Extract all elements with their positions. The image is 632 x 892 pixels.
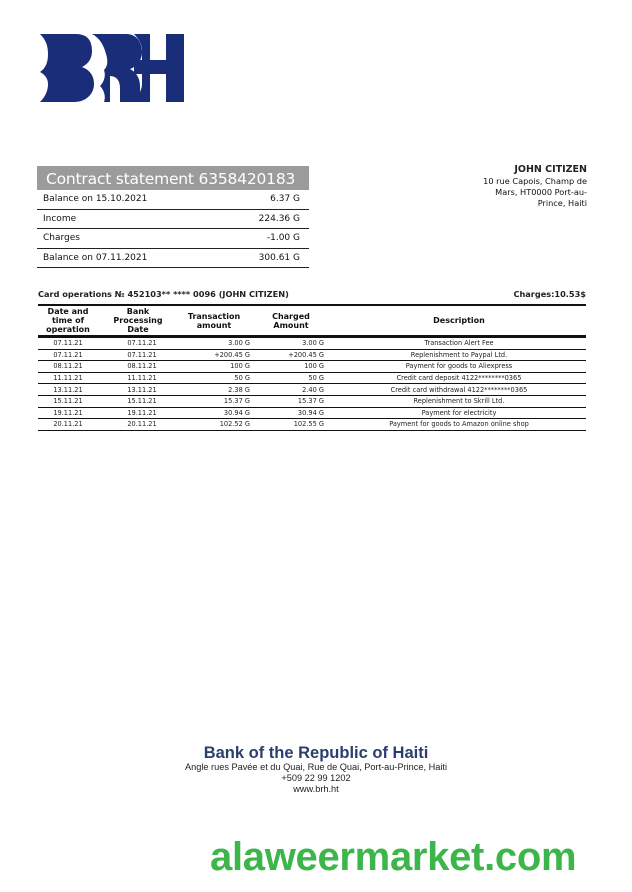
cell-date: 15.11.21 (38, 395, 98, 407)
cell-description: Payment for electricity (332, 407, 586, 419)
cell-date: 08.11.21 (38, 361, 98, 373)
summary-value: 300.61 G (258, 252, 300, 263)
header-text: amount (196, 320, 232, 330)
header-text: operation (46, 325, 90, 334)
summary-row-charges (37, 229, 309, 249)
cell-date: 13.11.21 (38, 384, 98, 396)
header-transaction-amount (178, 305, 250, 337)
bank-phone: +509 22 99 1202 (281, 773, 351, 783)
table-row (38, 361, 586, 373)
summary-label: Balance on 15.10.2021 (43, 194, 148, 204)
cell-transaction-amount: 100 G (178, 361, 250, 373)
cell-transaction-amount: 2.38 G (178, 384, 250, 396)
cell-processing-date: 07.11.21 (98, 337, 178, 350)
table-row (38, 419, 586, 431)
cell-transaction-amount: +200.45 G (178, 349, 250, 361)
cell-date: 19.11.21 (38, 407, 98, 419)
table-row (38, 372, 586, 384)
cell-charged-amount: +200.45 G (250, 349, 332, 361)
summary-row-income (37, 210, 309, 230)
bank-footer (0, 744, 632, 795)
cell-date: 07.11.21 (38, 349, 98, 361)
table-row (38, 349, 586, 361)
client-address-line: 10 rue Capois, Champ de (483, 176, 587, 186)
watermark-text: alaweermarket.com (210, 835, 577, 879)
cell-processing-date: 11.11.21 (98, 372, 178, 384)
card-operations-charges: Charges:10.53$ (513, 289, 586, 299)
client-info (457, 163, 587, 209)
header-text: Charged (272, 311, 310, 321)
cell-description: Transaction Alert Fee (332, 337, 586, 350)
header-text: Date (127, 325, 149, 334)
cell-date: 07.11.21 (38, 337, 98, 350)
cell-processing-date: 07.11.21 (98, 349, 178, 361)
cell-date: 20.11.21 (38, 419, 98, 431)
header-text: Amount (273, 320, 309, 330)
cell-description: Replenishment to Skrill Ltd. (332, 395, 586, 407)
client-address-line: Mars, HT0000 Port-au- (495, 187, 587, 197)
card-operations-header (38, 289, 586, 299)
contract-statement-title: Contract statement 6358420183 (37, 166, 309, 190)
cell-transaction-amount: 3.00 G (178, 337, 250, 350)
summary-label: Balance on 07.11.2021 (43, 252, 148, 263)
summary-label: Income (43, 213, 77, 224)
cell-transaction-amount: 30.94 G (178, 407, 250, 419)
cell-transaction-amount: 102.52 G (178, 419, 250, 431)
client-address-line: Prince, Haiti (537, 198, 587, 208)
summary-value: 224.36 G (258, 213, 300, 224)
header-text: time of (51, 316, 85, 325)
cell-description: Payment for goods to Aliexpress (332, 361, 586, 373)
client-name: JOHN CITIZEN (514, 164, 587, 175)
cell-description: Payment for goods to Amazon online shop (332, 419, 586, 431)
summary-label: Charges (43, 233, 80, 243)
card-operations-title: Card operations № 452103** **** 0096 (JOHN CITIZEN) (38, 289, 289, 299)
cell-charged-amount: 102.55 G (250, 419, 332, 431)
bank-address: Angle rues Pavée et du Quai, Rue de Quai, Port-au-Prince, Haiti (185, 762, 447, 772)
cell-transaction-amount: 50 G (178, 372, 250, 384)
cell-processing-date: 13.11.21 (98, 384, 178, 396)
cell-charged-amount: 2.40 G (250, 384, 332, 396)
header-text: Bank (126, 307, 150, 316)
cell-charged-amount: 15.37 G (250, 395, 332, 407)
cell-charged-amount: 50 G (250, 372, 332, 384)
cell-charged-amount: 30.94 G (250, 407, 332, 419)
cell-charged-amount: 100 G (250, 361, 332, 373)
summary-row-opening-balance (37, 190, 309, 210)
header-date (38, 305, 98, 337)
cell-processing-date: 15.11.21 (98, 395, 178, 407)
summary-row-closing-balance (37, 249, 309, 269)
brh-logo (38, 34, 184, 102)
table-row (38, 384, 586, 396)
contract-summary (37, 166, 309, 268)
header-text: Transaction (187, 311, 241, 321)
header-charged-amount (250, 305, 332, 337)
bank-website: www.brh.ht (293, 784, 339, 794)
header-description (332, 305, 586, 337)
cell-processing-date: 20.11.21 (98, 419, 178, 431)
cell-description: Credit card deposit 4122********0365 (332, 372, 586, 384)
table-header-row (38, 305, 586, 337)
cell-processing-date: 19.11.21 (98, 407, 178, 419)
cell-charged-amount: 3.00 G (250, 337, 332, 350)
cell-description: Replenishment to Paypal Ltd. (332, 349, 586, 361)
cell-description: Credit card withdrawal 4122********0365 (332, 384, 586, 396)
table-row (38, 395, 586, 407)
header-processing-date (98, 305, 178, 337)
header-text: Date and (47, 307, 89, 316)
header-text: Description (433, 316, 485, 325)
summary-value: -1.00 G (266, 233, 300, 243)
cell-processing-date: 08.11.21 (98, 361, 178, 373)
table-row (38, 407, 586, 419)
header-text: Processing (113, 316, 163, 325)
table-row (38, 337, 586, 350)
cell-transaction-amount: 15.37 G (178, 395, 250, 407)
bank-name: Bank of the Republic of Haiti (203, 744, 429, 762)
card-operations-table (38, 304, 586, 431)
summary-value: 6.37 G (270, 194, 300, 204)
cell-date: 11.11.21 (38, 372, 98, 384)
